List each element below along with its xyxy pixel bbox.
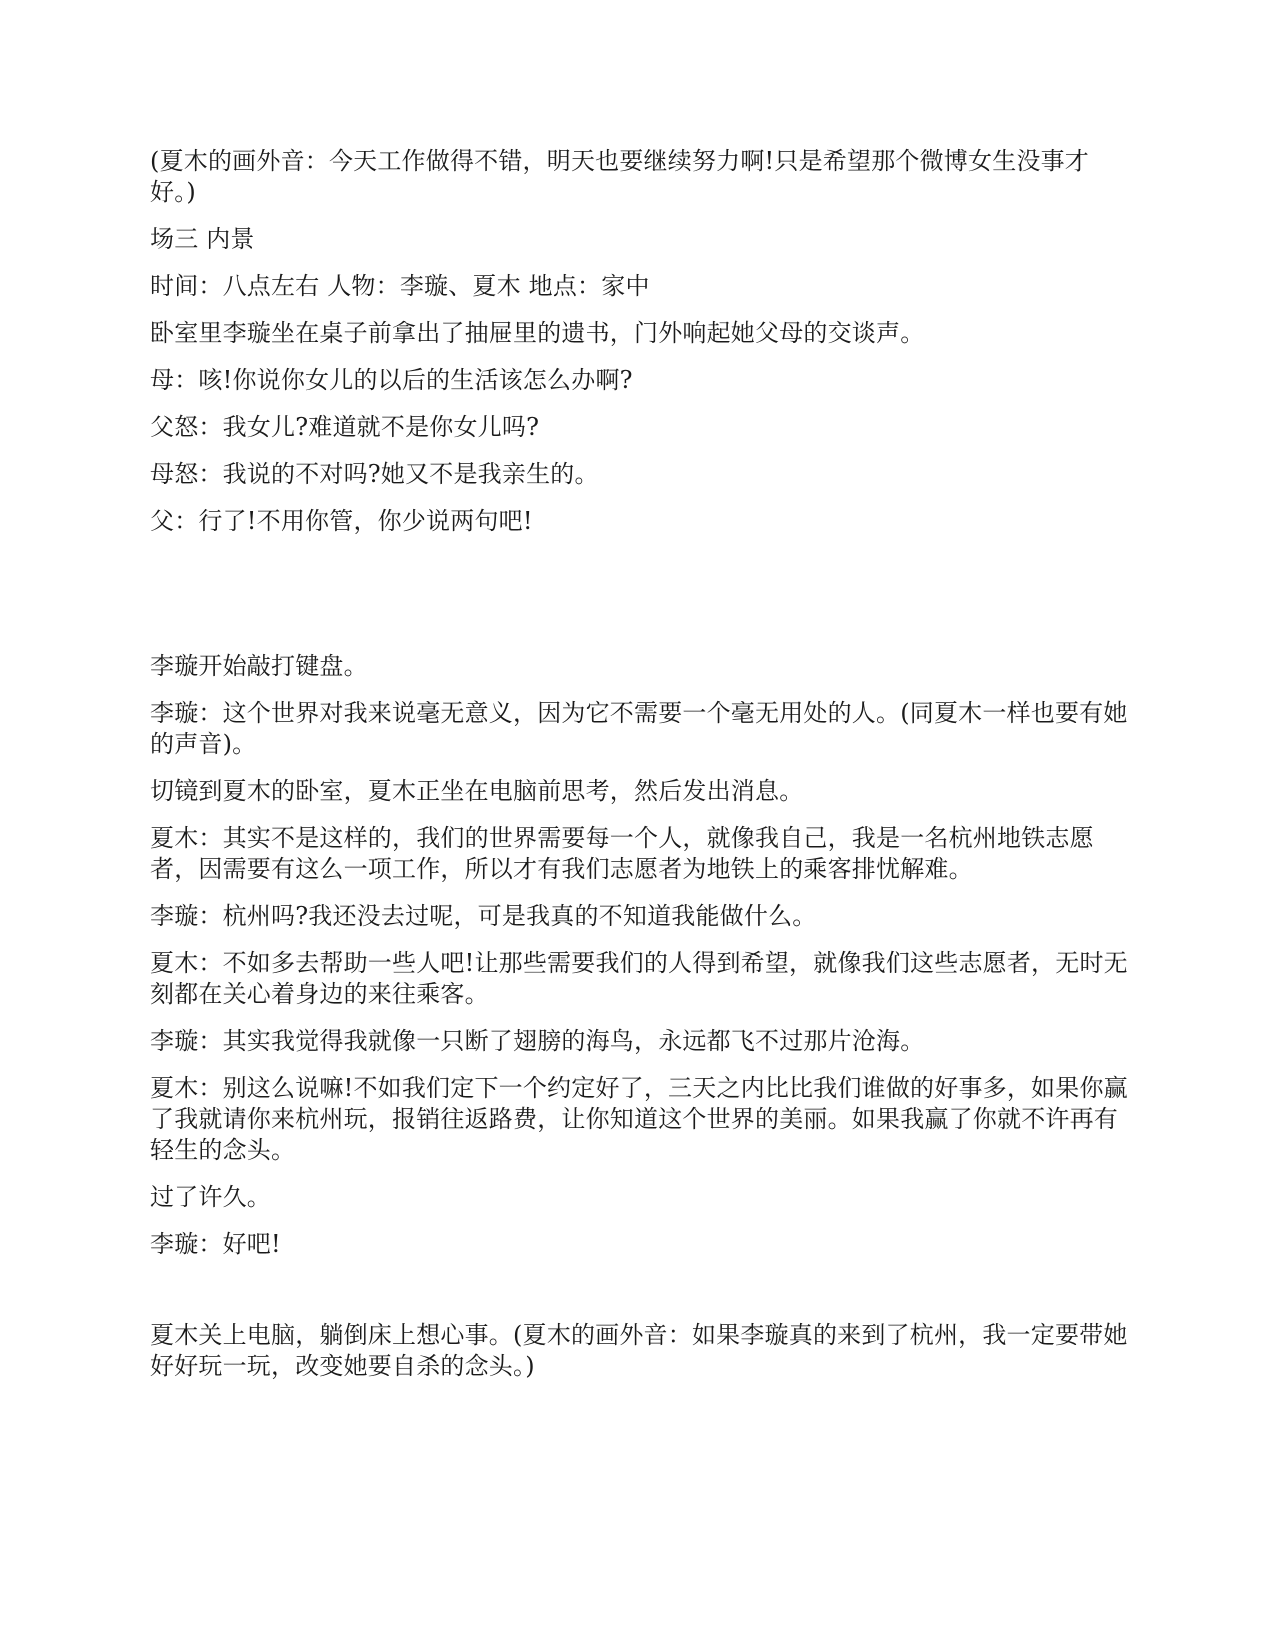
dialogue-line: 夏木：别这么说嘛!不如我们定下一个约定好了，三天之内比比我们谁做的好事多，如果你赢了我就请你来杭州玩，报销往返路费，让你知道这个世界的美丽。如果我赢了你就不许再有轻生的念头。	[150, 1074, 1128, 1164]
scene-heading: 场三 内景	[150, 225, 255, 253]
blank-gap	[150, 1276, 1130, 1320]
action-paragraph: 夏木关上电脑，躺倒床上想心事。(夏木的画外音：如果李璇真的来到了杭州，我一定要带她好好玩一玩，改变她要自杀的念头。)	[150, 1321, 1128, 1380]
section-a	[150, 146, 1130, 537]
dialogue-line: 李璇：好吧!	[150, 1230, 281, 1258]
dialogue-line: 父：行了!不用你管，你少说两句吧!	[150, 507, 533, 535]
blank-gap	[150, 553, 1130, 651]
dialogue-line: 父怒：我女儿?难道就不是你女儿吗?	[150, 413, 540, 441]
dialogue-line: 母怒：我说的不对吗?她又不是我亲生的。	[150, 460, 599, 488]
dialogue-line: 夏木：不如多去帮助一些人吧!让那些需要我们的人得到希望，就像我们这些志愿者，无时无刻都在关心着身边的来往乘客。	[150, 949, 1128, 1008]
dialogue-line: 李璇：其实我觉得我就像一只断了翅膀的海鸟，永远都飞不过那片沧海。	[150, 1027, 925, 1055]
action-paragraph: 卧室里李璇坐在桌子前拿出了抽屉里的遗书，门外响起她父母的交谈声。	[150, 319, 925, 347]
action-paragraph: 过了许久。	[150, 1183, 271, 1211]
section-b	[150, 651, 1130, 1260]
dialogue-line: 夏木：其实不是这样的，我们的世界需要每一个人，就像我自己，我是一名杭州地铁志愿者，因需要有这么一项工作，所以才有我们志愿者为地铁上的乘客排忧解难。	[150, 824, 1094, 883]
action-paragraph: 李璇开始敲打键盘。	[150, 652, 368, 680]
section-c	[150, 1320, 1130, 1382]
dialogue-line: 李璇：这个世界对我来说毫无意义，因为它不需要一个毫无用处的人。(同夏木一样也要有她的声音)。	[150, 699, 1128, 758]
scene-info: 时间：八点左右 人物：李璇、夏木 地点：家中	[150, 272, 650, 300]
document-page	[150, 146, 1130, 1398]
voiceover-paragraph: (夏木的画外音：今天工作做得不错，明天也要继续努力啊!只是希望那个微博女生没事才好。)	[150, 147, 1090, 206]
dialogue-line: 李璇：杭州吗?我还没去过呢，可是我真的不知道我能做什么。	[150, 902, 817, 930]
action-paragraph: 切镜到夏木的卧室，夏木正坐在电脑前思考，然后发出消息。	[150, 777, 804, 805]
dialogue-line: 母：咳!你说你女儿的以后的生活该怎么办啊?	[150, 366, 633, 394]
